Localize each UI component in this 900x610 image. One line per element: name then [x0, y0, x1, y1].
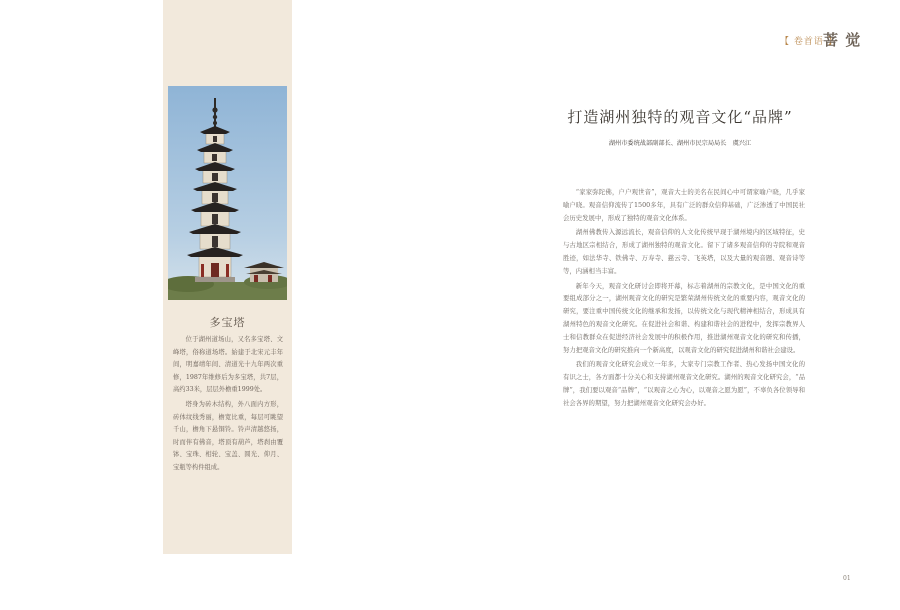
article-title: 打造湖州独特的观音文化“品牌”: [567, 108, 793, 126]
sidebar-description: [173, 334, 283, 477]
section-name: 菩 觉: [823, 31, 862, 49]
body-paragraph: 新年今天，观音文化研讨会即将开幕，标志着湖州的宗教文化，是中国文化的重要组成部分之一，湖州观音文化的研究是繁荣湖州传统文化的重要内容，观音文化的研究，要注重中国传统文化的继承和发扬，以传统文化与现代精神相结合，形成具有湖州特色的观音文化研究。在促进社会和谐、构建和谐社会的进程中，发挥宗教界人士和信教群众在促进经济社会发展中的积极作用，推进湖州观音文化的研究和传播，努力把观音文化的研究推向一个新高度，以观音文化的研究促进湖州和谐社会建设。: [563, 281, 805, 354]
body-paragraph: “家家弥陀佛，户户观世音”，观音大士的美名在民间心中可谓家喻户晓，几乎家喻户晓。观音信仰流传了1500多年，具有广泛的群众信仰基础，广泛渗透了中国民社会历史发展中，形成了独特的观音文化体系。: [563, 188, 805, 222]
sidebar-panel: [163, 0, 292, 554]
pagoda-image: [168, 86, 287, 300]
body-paragraph: 我们的观音文化研究会成立一年多，大家专门宗教工作者、热心发扬中国文化的有识之士，各方面都十分关心和支持湖州观音文化研究。湖州的观音文化研究会，“品牌”，我们要以观音“品牌”，“以观音之心为心，以观音之愿为愿”，不辜负各位领导和社会各界的期望，努力把湖州观音文化研究会办好。: [563, 360, 805, 407]
body-paragraph: 湖州佛教传入源远流长，观音信仰的人文化传统早现于湖州境内的区域特征，史与古地区宗相结合，形成了湖州独特的观音文化。留下了诸多观音信仰的寺院和观音胜迹，如法华寺、铁佛寺、万寿寺、慈云寺、飞英塔，以及大量的观音题、观音诗等等，内涵相当丰富。: [563, 228, 805, 275]
section-tag: 【 卷首语 】: [780, 37, 838, 47]
pagoda-photo: [168, 86, 287, 300]
article-byline: 湖州市委统战部副部长、湖州市民宗局局长 虞兴江: [608, 140, 752, 147]
page-number: 01: [843, 575, 851, 582]
photo-caption-title: 多宝塔: [209, 316, 246, 329]
sidebar-paragraph: 位于湖州道场山，又名多宝塔、文峰塔，俗称道场塔。始建于北宋元丰年间，明嘉靖年间、清道光十九年两次重修，1987年维修后为多宝塔，共7层，高约33米，层层外檐重1999处。: [173, 336, 283, 394]
article-body: [563, 186, 805, 412]
sidebar-paragraph: 塔身为砖木结构，外八面内方形，砖体纹线秀丽，檐宽比重，每层可眺望千山，檐角下悬铜铃。铃声清越悠扬，时而伴有佛音，塔顶有葫芦，塔刹由覆钵、宝珠、相轮、宝盖、圆光、仰月、宝瓶等构件组成。: [173, 400, 283, 471]
